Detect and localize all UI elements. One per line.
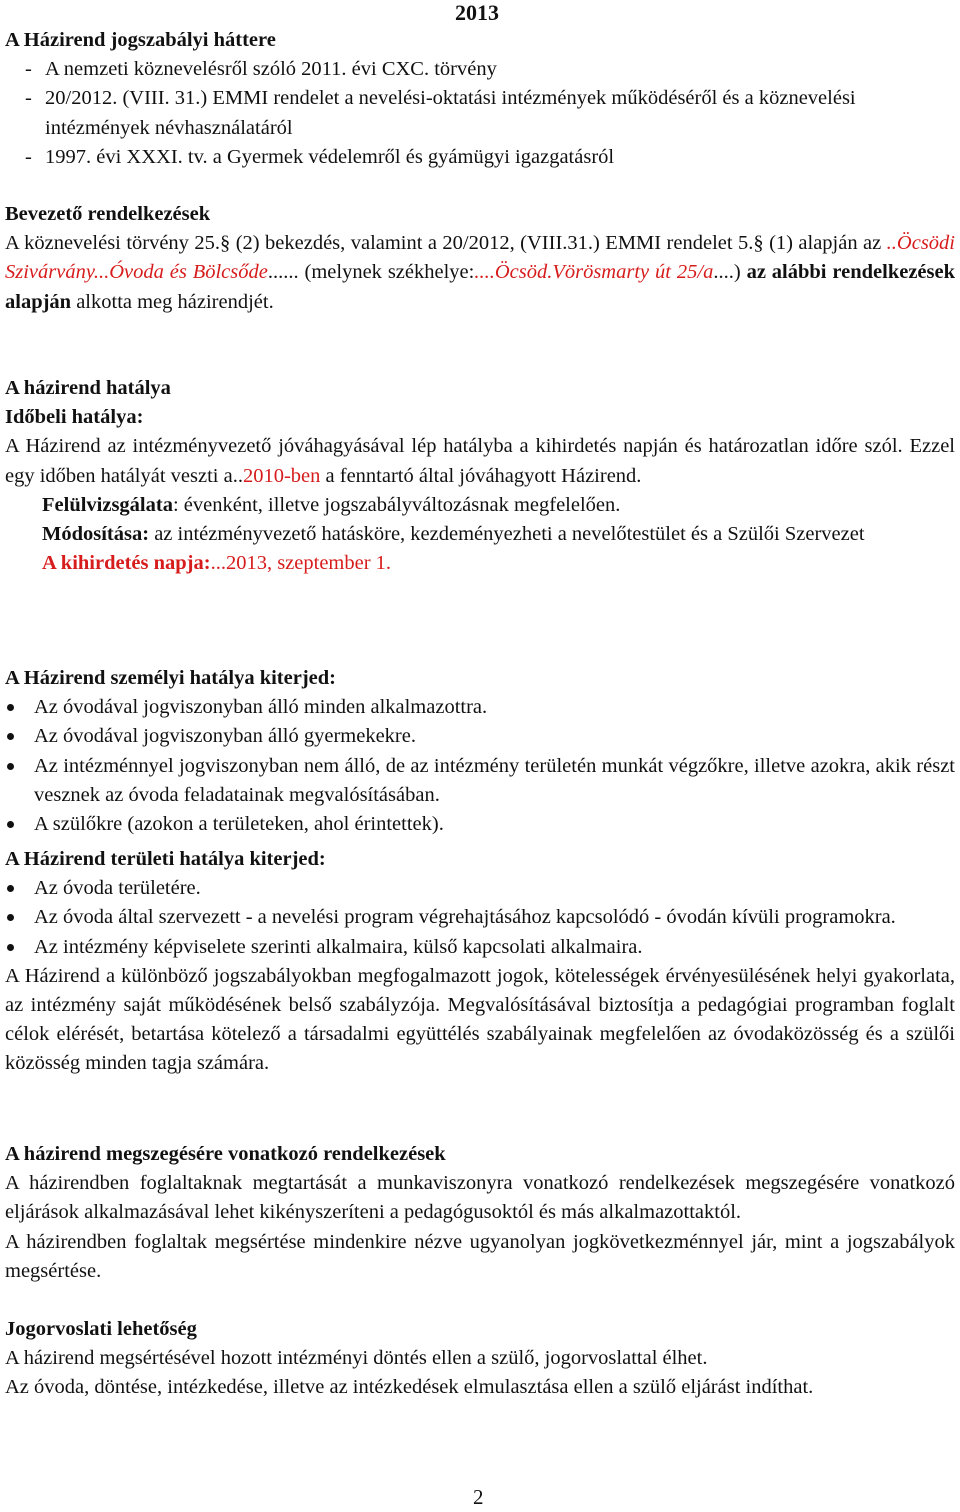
bullet-icon bbox=[5, 752, 34, 810]
time-scope-heading: Időbeli hatálya: bbox=[5, 406, 144, 429]
intro-heading: Bevezető rendelkezések bbox=[5, 203, 211, 225]
legal-basis-item: - A nemzeti köznevelésről szóló 2011. évi CXC. törvény bbox=[5, 55, 955, 84]
territorial-scope-list bbox=[5, 874, 955, 962]
legal-basis-section bbox=[5, 26, 955, 172]
violation-paragraph-1: A házirendben foglaltaknak megtartását a munkaviszonyra vonatkozó rendelkezések megszegésére vonatkozó eljárások alkalmazásával lehet kikényszeríteni a pedagógusoktól és más alkalmazottaktól. bbox=[5, 1172, 955, 1224]
scope-section bbox=[5, 374, 955, 578]
modification-line: Módosítása: az intézményvezető hatásköre, kezdeményezheti a nevelőtestület és a Szülői Szervezet bbox=[42, 523, 865, 546]
previous-rules-year: 2010-ben bbox=[242, 464, 321, 487]
announcement-line: A kihirdetés napja:...2013, szeptember 1. bbox=[42, 552, 392, 575]
personal-scope-section bbox=[5, 664, 955, 839]
list-item: Az óvodával jogviszonyban álló gyermekekre. bbox=[5, 722, 955, 751]
violation-paragraph-2: A házirendben foglaltak megsértése mindenkire nézve ugyanolyan jogkövetkezménnyel jár, mint a jogszabályok megsértése. bbox=[5, 1230, 955, 1282]
bullet-icon bbox=[5, 810, 34, 839]
dash-marker: - bbox=[25, 87, 32, 110]
review-line: Felülvizsgálata: évenként, illetve jogszabályváltozásnak megfelelően. bbox=[42, 493, 621, 516]
list-item: Az óvoda által szervezett - a nevelési program végrehajtásához kapcsolódó - óvodán kívüli programokra. bbox=[5, 903, 955, 932]
legal-basis-item: - 1997. évi XXXI. tv. a Gyermek védelemről és gyámügyi igazgatásról bbox=[5, 143, 955, 172]
document-page bbox=[5, 0, 955, 1509]
territorial-scope-section bbox=[5, 845, 955, 1079]
remedy-heading: Jogorvoslati lehetőség bbox=[5, 1318, 197, 1340]
territorial-scope-heading: A Házirend területi hatálya kiterjed: bbox=[5, 848, 326, 870]
dash-marker: - bbox=[25, 58, 32, 81]
territorial-paragraph: A Házirend a különböző jogszabályokban megfogalmazott jogok, kötelességek érvényesülésének helyi gyakorlata, az intézmény saját működésének belső szabályzója. Megvalósításával biztosítja a pedagógiai programban foglalt célok elérését, betartása kötelező a társadalmi együttélés szabályainak megfelelően az óvodaközösség és a szülői közösség minden tagja számára. bbox=[5, 964, 955, 1075]
bullet-icon bbox=[5, 722, 34, 751]
intro-section bbox=[5, 200, 955, 317]
institution-address: ....Öcsöd.Vörösmarty út 25/a bbox=[474, 261, 714, 284]
section-sign-icon: § bbox=[753, 232, 764, 255]
list-item: Az intézmény képviselete szerinti alkalmaira, külső kapcsolati alkalmaira. bbox=[5, 933, 955, 962]
section-sign-icon: § bbox=[220, 232, 231, 255]
bullet-icon bbox=[5, 874, 34, 903]
intro-paragraph: A köznevelési törvény 25.§ (2) bekezdés, valamint a 20/2012, (VIII.31.) EMMI rendelet 5.§ (1) alapján az ..Öcsödi Szivárvány...Óvoda és Bölcsőde...... (melynek székhelye:....Öcsöd.Vörösmarty út 25/a....) az alábbi rendelkezések alapján alkotta meg házirendjét. bbox=[5, 232, 955, 313]
personal-scope-list bbox=[5, 693, 955, 839]
list-item: A szülőkre (azokon a területeken, ahol érintettek). bbox=[5, 810, 955, 839]
list-item: Az óvodával jogviszonyban álló minden alkalmazottra. bbox=[5, 693, 955, 722]
bullet-icon bbox=[5, 933, 34, 962]
remedy-paragraph-1: A házirend megsértésével hozott intézményi döntés ellen a szülő, jogorvoslattal élhet. bbox=[5, 1347, 708, 1370]
time-scope-paragraph: A Házirend az intézményvezető jóváhagyásával lép hatályba a kihirdetés napján és határozatlan időre szól. Ezzel egy időben hatályát veszti a..2010-ben a fenntartó által jóváhagyott Házirend. bbox=[5, 435, 955, 487]
bullet-icon bbox=[5, 903, 34, 932]
dash-marker: - bbox=[25, 145, 32, 168]
list-item: Az óvoda területére. bbox=[5, 874, 955, 903]
page-number: 2 bbox=[473, 1485, 484, 1509]
remedy-paragraph-2: Az óvoda, döntése, intézkedése, illetve az intézkedések elmulasztása ellen a szülő eljárást indíthat. bbox=[5, 1376, 814, 1399]
bullet-icon bbox=[5, 693, 34, 722]
institution-name: ..Öcsödi Szivárvány...Óvoda és Bölcsőde bbox=[5, 232, 955, 284]
personal-scope-heading: A Házirend személyi hatálya kiterjed: bbox=[5, 667, 336, 689]
legal-basis-heading: A Házirend jogszabályi háttere bbox=[5, 29, 276, 51]
violation-section bbox=[5, 1140, 955, 1286]
legal-basis-item: - 20/2012. (VIII. 31.) EMMI rendelet a nevelési-oktatási intézmények működéséről és a köznevelési intézmények névhasználatáról bbox=[5, 84, 955, 142]
document-year: 2013 bbox=[455, 0, 499, 25]
scope-heading: A házirend hatálya bbox=[5, 377, 171, 399]
remedy-section bbox=[5, 1315, 955, 1403]
list-item: Az intézménnyel jogviszonyban nem álló, de az intézmény területén munkát végzőkre, illetve azokra, akik részt vesznek az óvoda feladatainak megvalósításában. bbox=[5, 752, 955, 810]
violation-heading: A házirend megszegésére vonatkozó rendelkezések bbox=[5, 1143, 446, 1165]
